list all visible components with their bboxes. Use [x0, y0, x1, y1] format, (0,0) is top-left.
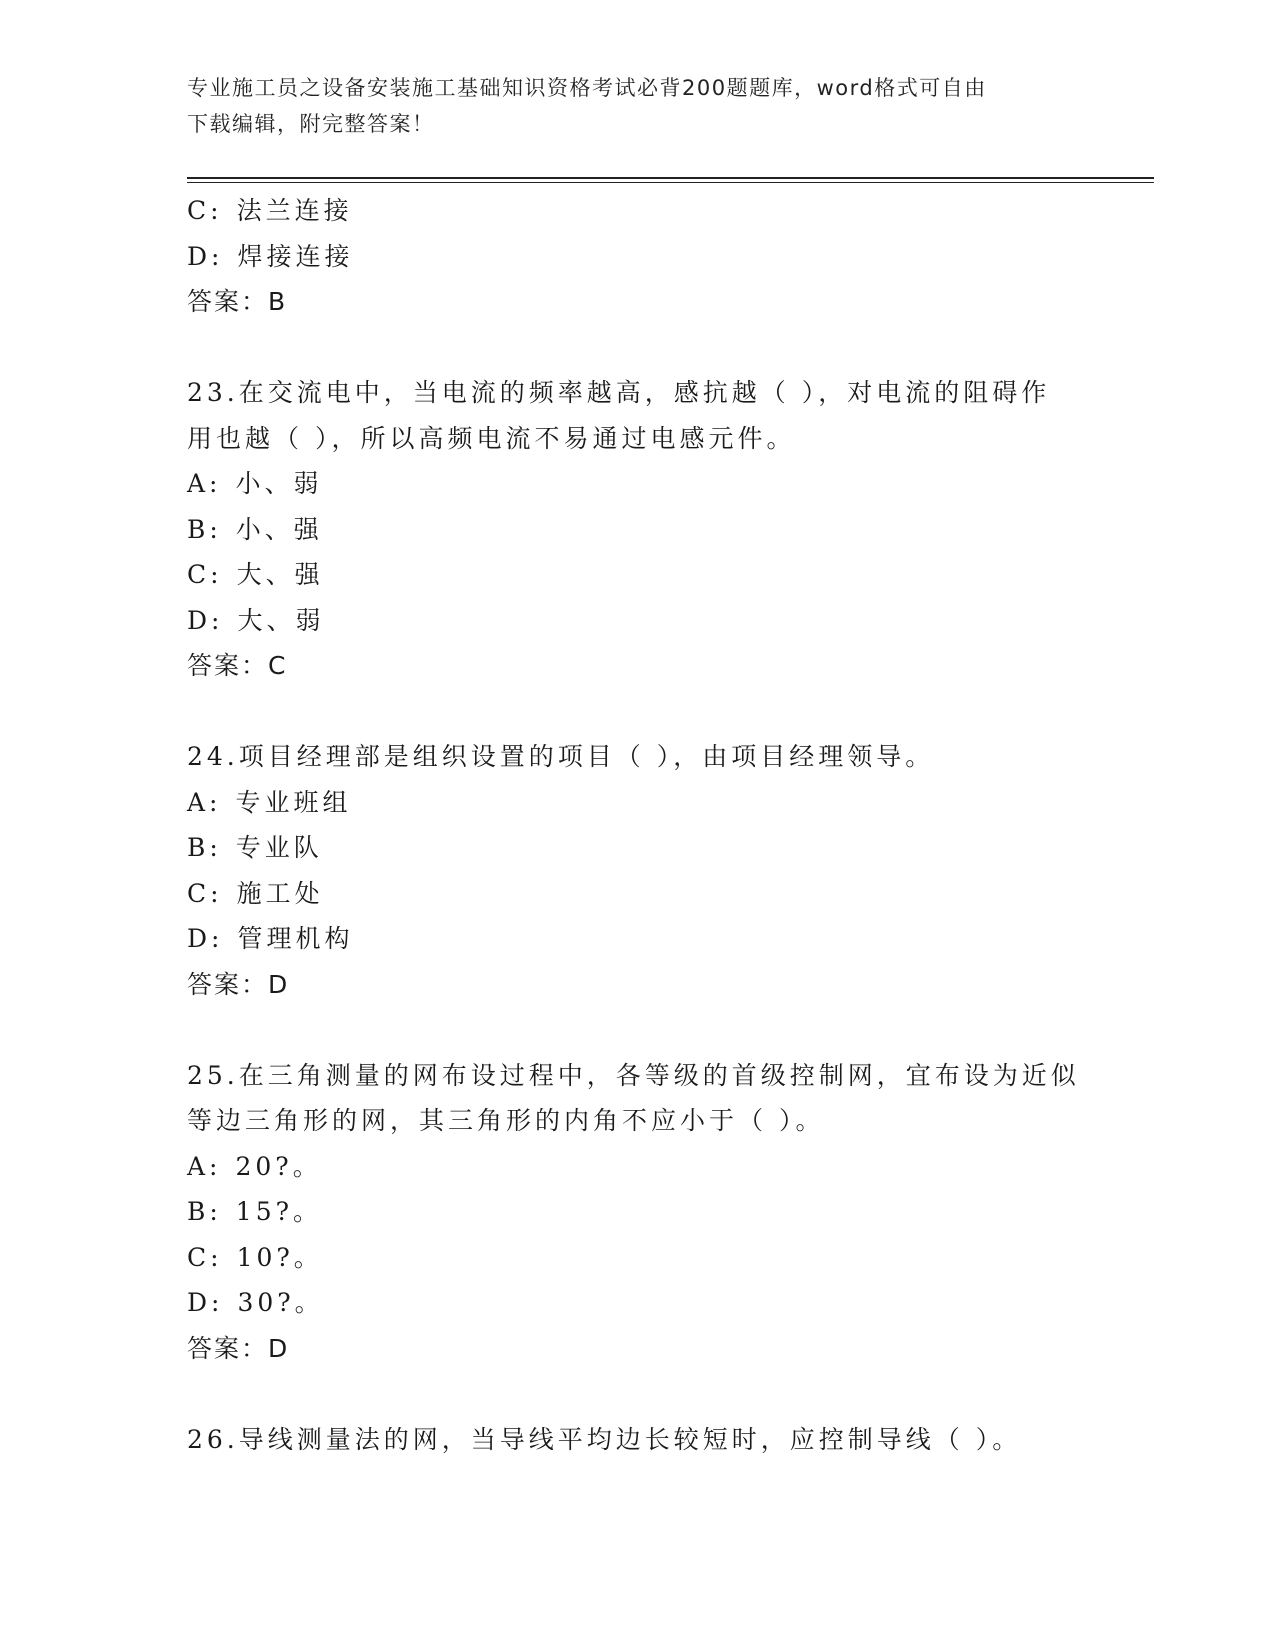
option-key: A:: [187, 469, 222, 498]
option-text: 小、弱: [235, 469, 323, 498]
option-key: D:: [187, 1288, 224, 1317]
page-header: [187, 70, 1067, 142]
question-26-stem: [187, 1417, 1087, 1463]
question-23-stem: [187, 370, 1087, 461]
option-b: [187, 507, 1087, 553]
question-content: [187, 188, 1087, 1462]
option-c: [187, 1235, 1087, 1281]
answer-line: 答案：D: [187, 969, 290, 999]
option-d: [187, 1280, 1087, 1326]
option-text: 30?。: [237, 1288, 324, 1317]
question-number: 25.: [187, 1060, 239, 1090]
question-stem-line: 在交流电中，当电流的频率越高，感抗越（ ），对电流的阻碍作: [238, 378, 1051, 407]
option-key: A:: [187, 1151, 222, 1181]
question-number: 23.: [187, 378, 239, 407]
answer-line: 答案：D: [187, 1333, 290, 1363]
option-a: [187, 780, 1087, 826]
option-c: [187, 188, 1087, 234]
answer-line: 答案：B: [187, 287, 288, 316]
spacer: [187, 325, 1087, 371]
option-a: [187, 1144, 1087, 1190]
spacer: [187, 1371, 1087, 1417]
option-a: [187, 461, 1087, 507]
option-key: C:: [187, 1242, 223, 1272]
question-number: 26.: [187, 1424, 239, 1454]
header-line-2: 下载编辑，附完整答案！: [187, 112, 435, 136]
option-key: D:: [187, 241, 224, 271]
spacer: [187, 689, 1087, 735]
option-key: C:: [187, 878, 223, 908]
option-text: 管理机构: [237, 924, 354, 953]
option-b: [187, 825, 1087, 871]
option-c: [187, 871, 1087, 917]
question-stem-line: 用也越（ ），所以高频电流不易通过电感元件。: [187, 423, 796, 453]
question-stem-line: 导线测量法的网，当导线平均边长较短时，应控制导线（ ）。: [238, 1424, 1022, 1454]
option-key: B:: [187, 833, 222, 862]
option-text: 20?。: [235, 1151, 322, 1181]
option-key: C:: [187, 196, 223, 225]
option-key: B:: [187, 1197, 222, 1226]
option-key: D:: [187, 924, 224, 953]
option-key: B:: [187, 514, 222, 544]
option-b: [187, 1189, 1087, 1235]
question-24-stem: [187, 734, 1087, 780]
spacer: [187, 1007, 1087, 1053]
option-d: [187, 598, 1087, 644]
question-stem-line: 在三角测量的网布设过程中，各等级的首级控制网，宜布设为近似: [238, 1060, 1080, 1090]
question-25-stem: [187, 1053, 1087, 1144]
option-text: 15?。: [235, 1197, 323, 1226]
option-key: C:: [187, 560, 223, 589]
option-c: [187, 552, 1087, 598]
option-text: 专业班组: [235, 787, 352, 817]
option-d: [187, 916, 1087, 962]
option-text: 施工处: [236, 878, 324, 908]
header-divider-thick: [187, 177, 1154, 179]
question-stem-line: 等边三角形的网，其三角形的内角不应小于（ ）。: [187, 1106, 825, 1135]
option-text: 法兰连接: [236, 196, 353, 225]
answer-line: 答案：C: [187, 651, 288, 680]
option-text: 大、弱: [237, 605, 325, 635]
header-line-1: 专业施工员之设备安装施工基础知识资格考试必背200题题库，word格式可自由: [187, 76, 987, 100]
option-text: 大、强: [236, 560, 324, 589]
header-divider-thin: [187, 182, 1154, 183]
question-number: 24.: [187, 742, 239, 771]
option-d: [187, 234, 1087, 280]
option-key: D:: [187, 605, 224, 635]
question-stem-line: 项目经理部是组织设置的项目（ ），由项目经理领导。: [238, 742, 935, 771]
option-key: A:: [187, 787, 222, 817]
option-text: 焊接连接: [237, 241, 354, 271]
option-text: 小、强: [235, 514, 323, 544]
option-text: 10?。: [236, 1242, 323, 1272]
option-text: 专业队: [235, 833, 323, 862]
